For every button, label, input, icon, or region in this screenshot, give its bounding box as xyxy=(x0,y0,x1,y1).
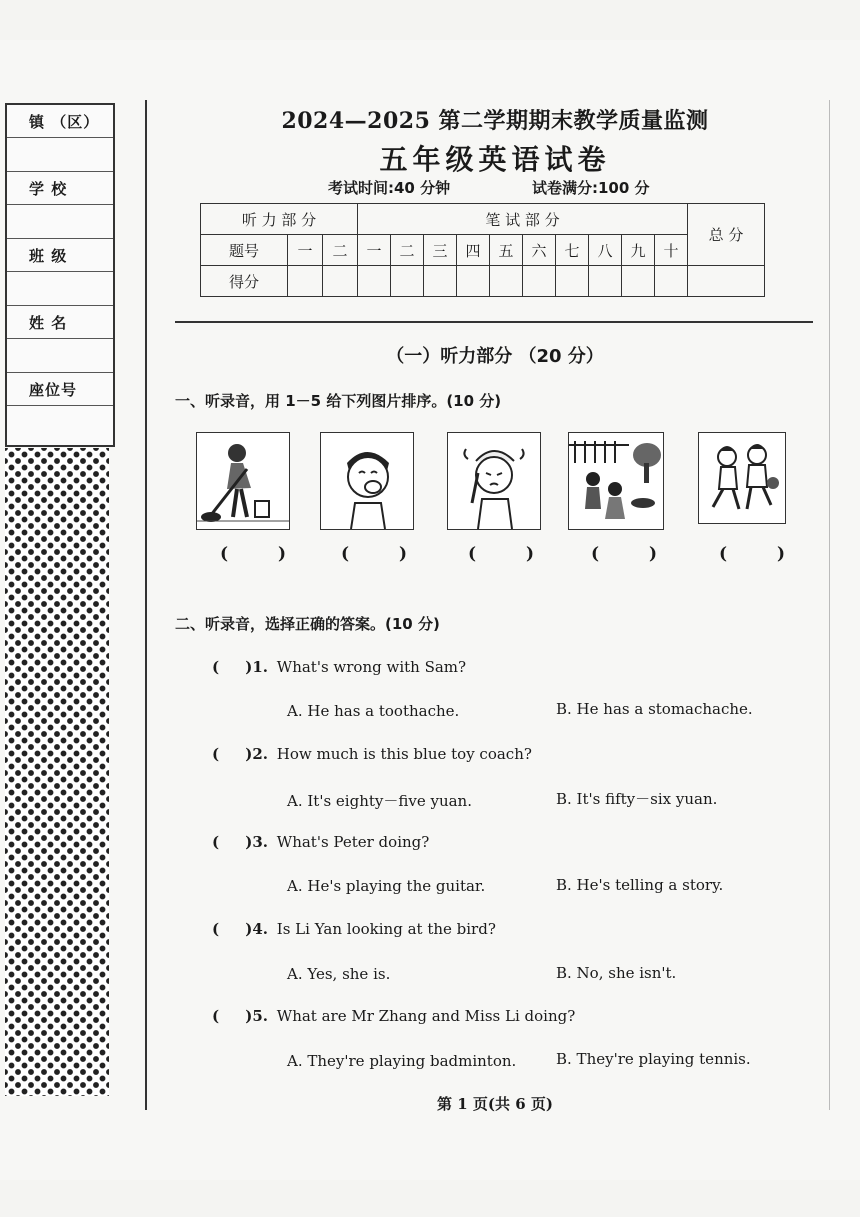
class-field-label: 班 级 xyxy=(7,239,113,272)
seat-field-blank[interactable] xyxy=(7,406,113,439)
school-field-blank[interactable] xyxy=(7,205,113,239)
divider xyxy=(175,321,813,323)
score-table xyxy=(200,203,765,297)
written-num: 一 xyxy=(358,235,391,266)
question-1 xyxy=(212,658,466,676)
picture-boy-toothache xyxy=(320,432,414,530)
name-field-blank[interactable] xyxy=(7,339,113,373)
option-b[interactable]: B. It's fifty－six yuan. xyxy=(556,790,718,808)
option-b[interactable]: B. They're playing tennis. xyxy=(556,1050,751,1068)
student-info-strip xyxy=(5,103,115,447)
page-edge-line xyxy=(829,100,830,1110)
score-cell[interactable] xyxy=(424,266,457,297)
picture-boy-headache xyxy=(447,432,541,530)
option-a[interactable]: A. Yes, she is. xyxy=(287,965,391,983)
written-header: 笔 试 部 分 xyxy=(358,204,688,235)
question-text: What's wrong with Sam? xyxy=(276,658,467,676)
option-a[interactable]: A. They're playing badminton. xyxy=(287,1052,517,1070)
score-cell[interactable] xyxy=(490,266,523,297)
decorative-pattern xyxy=(5,448,109,1096)
written-num: 五 xyxy=(490,235,523,266)
row-number-label: 题号 xyxy=(201,235,288,266)
score-cell[interactable] xyxy=(323,266,358,297)
total-header: 总 分 xyxy=(688,204,765,266)
row-score-label: 得分 xyxy=(201,266,288,297)
exam-subtitle: 五年级英语试卷 xyxy=(379,143,611,176)
part-title: （一）听力部分 （20 分） xyxy=(386,346,604,367)
written-num: 八 xyxy=(589,235,622,266)
question-text: What are Mr Zhang and Miss Li doing? xyxy=(276,1007,576,1025)
score-cell[interactable] xyxy=(589,266,622,297)
exam-time: 考试时间:40 分钟 xyxy=(328,179,451,197)
option-a[interactable]: A. He's playing the guitar. xyxy=(287,877,486,895)
option-b[interactable]: B. No, she isn't. xyxy=(556,964,677,982)
class-field-blank[interactable] xyxy=(7,272,113,306)
question-3 xyxy=(212,833,429,851)
answer-bracket[interactable]: ( )1. xyxy=(212,658,268,676)
name-field-label: 姓 名 xyxy=(7,306,113,339)
option-a[interactable]: A. He has a toothache. xyxy=(287,702,460,720)
question-2 xyxy=(212,745,532,763)
listening-num: 一 xyxy=(288,235,323,266)
score-cell[interactable] xyxy=(556,266,589,297)
school-field-label: 学 校 xyxy=(7,172,113,205)
picture-girl-sweeping xyxy=(196,432,290,530)
score-cell[interactable] xyxy=(622,266,655,297)
question-text: What's Peter doing? xyxy=(276,833,430,851)
answer-bracket[interactable]: ( )3. xyxy=(212,833,268,851)
total-score-cell[interactable] xyxy=(688,266,765,297)
written-num: 四 xyxy=(457,235,490,266)
answer-bracket[interactable]: ( ) xyxy=(591,544,680,564)
section1-heading: 一、听录音，用 1－5 给下列图片排序。(10 分) xyxy=(175,392,502,410)
written-num: 九 xyxy=(622,235,655,266)
question-text: How much is this blue toy coach? xyxy=(276,745,532,763)
page-footer: 第 1 页(共 6 页) xyxy=(437,1095,553,1113)
score-cell[interactable] xyxy=(288,266,323,297)
question-text: Is Li Yan looking at the bird? xyxy=(276,920,496,938)
question-5 xyxy=(212,1007,575,1025)
full-score: 试卷满分:100 分 xyxy=(532,179,650,197)
option-a[interactable]: A. It's eighty－five yuan. xyxy=(287,792,472,810)
section2-heading: 二、听录音，选择正确的答案。(10 分) xyxy=(175,615,440,633)
answer-bracket[interactable]: ( ) xyxy=(341,544,430,564)
picture-children-in-park xyxy=(568,432,664,530)
answer-bracket[interactable]: ( ) xyxy=(719,544,808,564)
answer-bracket[interactable]: ( )2. xyxy=(212,745,268,763)
answer-bracket[interactable]: ( ) xyxy=(468,544,557,564)
listening-num: 二 xyxy=(323,235,358,266)
written-num: 七 xyxy=(556,235,589,266)
written-num: 二 xyxy=(391,235,424,266)
seat-field-label: 座位号 xyxy=(7,373,113,406)
written-num: 十 xyxy=(655,235,688,266)
question-4 xyxy=(212,920,496,938)
option-b[interactable]: B. He has a stomachache. xyxy=(556,700,753,718)
score-cell[interactable] xyxy=(655,266,688,297)
town-field-label: 镇 （区） xyxy=(7,105,113,138)
binding-line xyxy=(145,100,147,1110)
score-cell[interactable] xyxy=(391,266,424,297)
exam-title: 2024—2025 第二学期期末教学质量监测 xyxy=(281,108,709,134)
score-cell[interactable] xyxy=(523,266,556,297)
picture-boys-playing-ball xyxy=(698,432,786,524)
written-num: 三 xyxy=(424,235,457,266)
answer-bracket[interactable]: ( )5. xyxy=(212,1007,268,1025)
listening-header: 听 力 部 分 xyxy=(201,204,358,235)
answer-bracket[interactable]: ( )4. xyxy=(212,920,268,938)
option-b[interactable]: B. He's telling a story. xyxy=(556,876,724,894)
written-num: 六 xyxy=(523,235,556,266)
score-cell[interactable] xyxy=(457,266,490,297)
town-field-blank[interactable] xyxy=(7,138,113,172)
answer-bracket[interactable]: ( ) xyxy=(220,544,309,564)
score-cell[interactable] xyxy=(358,266,391,297)
